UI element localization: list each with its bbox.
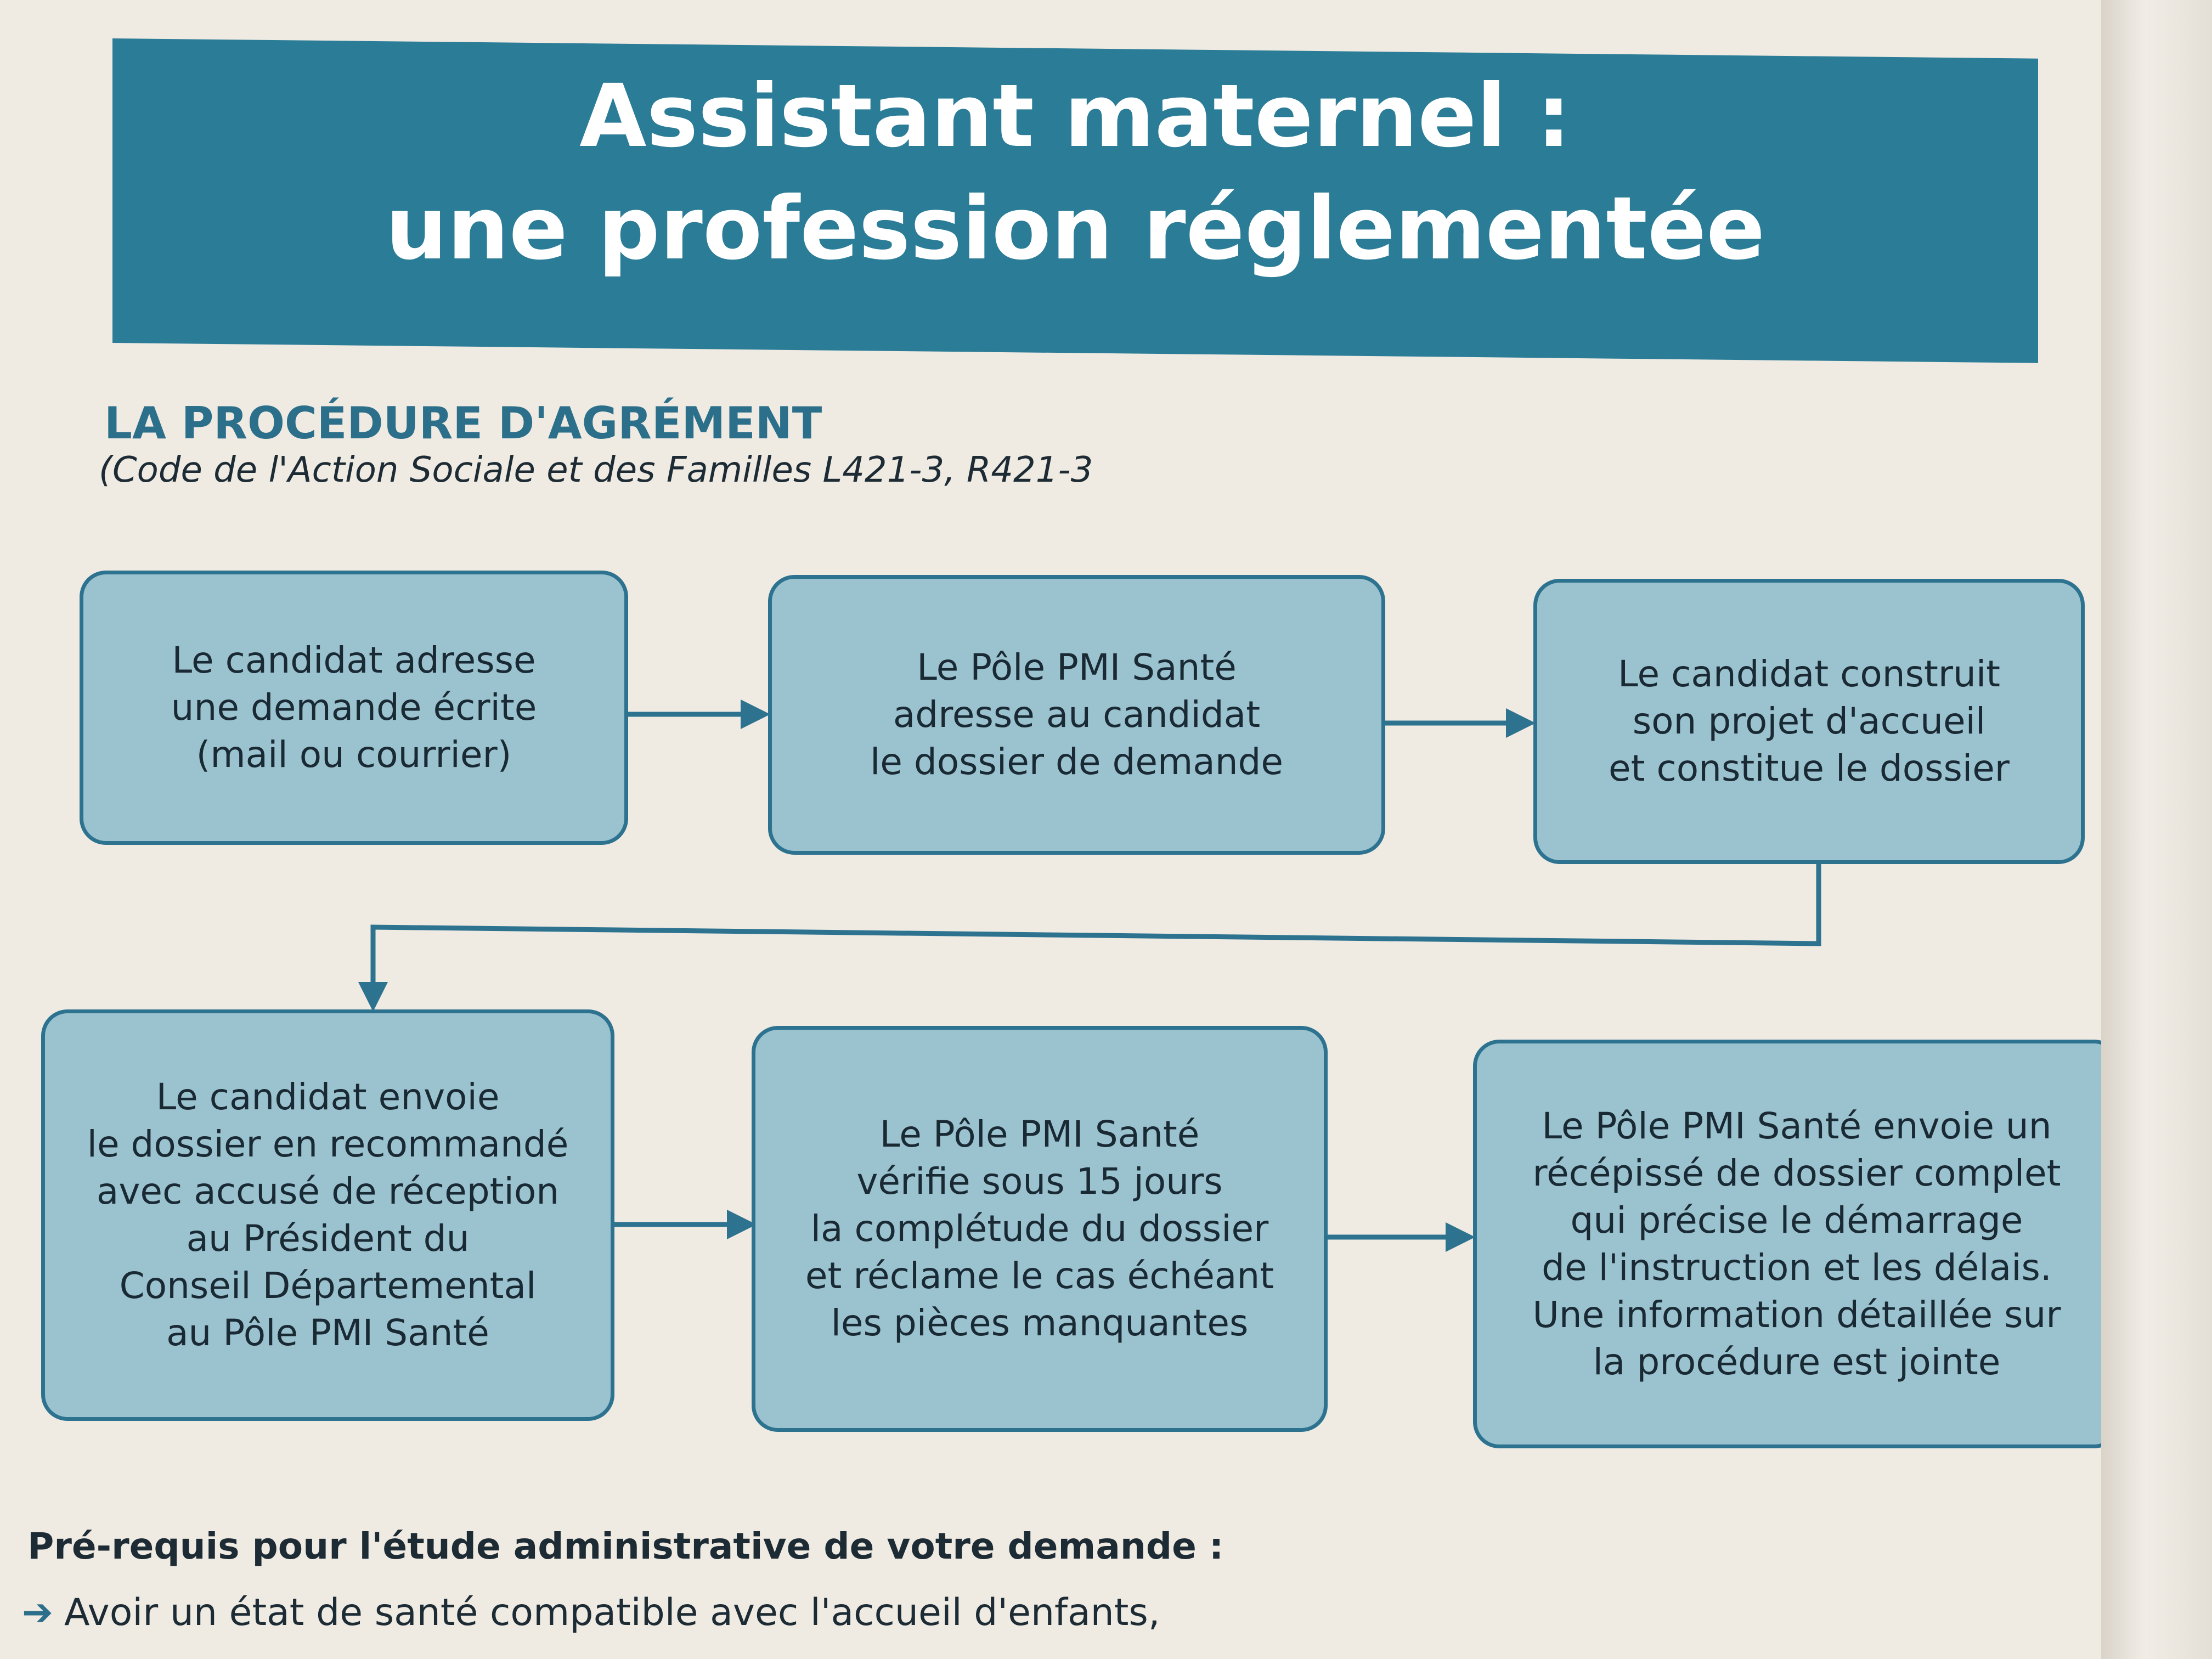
page-title-line1: Assistant maternel :: [579, 66, 1571, 167]
arrow-right-icon: ➔: [22, 1591, 53, 1634]
step-2-box: [768, 575, 1385, 855]
prerequisites-title: Pré-requis pour l'étude administrative de votre demande :: [27, 1525, 1224, 1567]
step-4-box: [41, 1009, 614, 1421]
step-1-box: [80, 571, 628, 845]
section-title: LA PROCÉDURE D'AGRÉMENT: [104, 398, 822, 449]
arrow-step3-to-step4: [373, 861, 1819, 1007]
page-title-line2: une profession réglementée: [385, 178, 1765, 279]
step-2-text: Le Pôle PMI Santé adresse au candidat le dossier de demande: [870, 646, 1284, 783]
prerequisite-item: [22, 1591, 1160, 1634]
page-edge: [2101, 0, 2212, 1659]
step-4-text: Le candidat envoie le dossier en recommandé avec accusé de réception au Président du Conseil Départemental au Pôle PMI Santé: [87, 1076, 569, 1354]
step-5-box: [752, 1026, 1328, 1432]
step-3-text: Le candidat construit son projet d'accueil et constitue le dossier: [1609, 653, 2010, 789]
step-1-text: Le candidat adresse une demande écrite (mail ou courrier): [171, 639, 537, 776]
step-3-box: [1533, 579, 2085, 864]
step-6-text: Le Pôle PMI Santé envoie un récépissé de dossier complet qui précise le démarrage de l'instruction et les délais. Une information détaillée sur la procédure est jointe: [1532, 1104, 2061, 1383]
step-5-text: Le Pôle PMI Santé vérifie sous 15 jours la complétude du dossier et réclame le cas échéant les pièces manquantes: [805, 1113, 1274, 1344]
step-6-box: [1473, 1040, 2120, 1448]
section-subtitle: (Code de l'Action Sociale et des Familles L421-3, R421-3: [99, 450, 1093, 490]
prerequisite-item-text: Avoir un état de santé compatible avec l'accueil d'enfants,: [64, 1591, 1160, 1634]
